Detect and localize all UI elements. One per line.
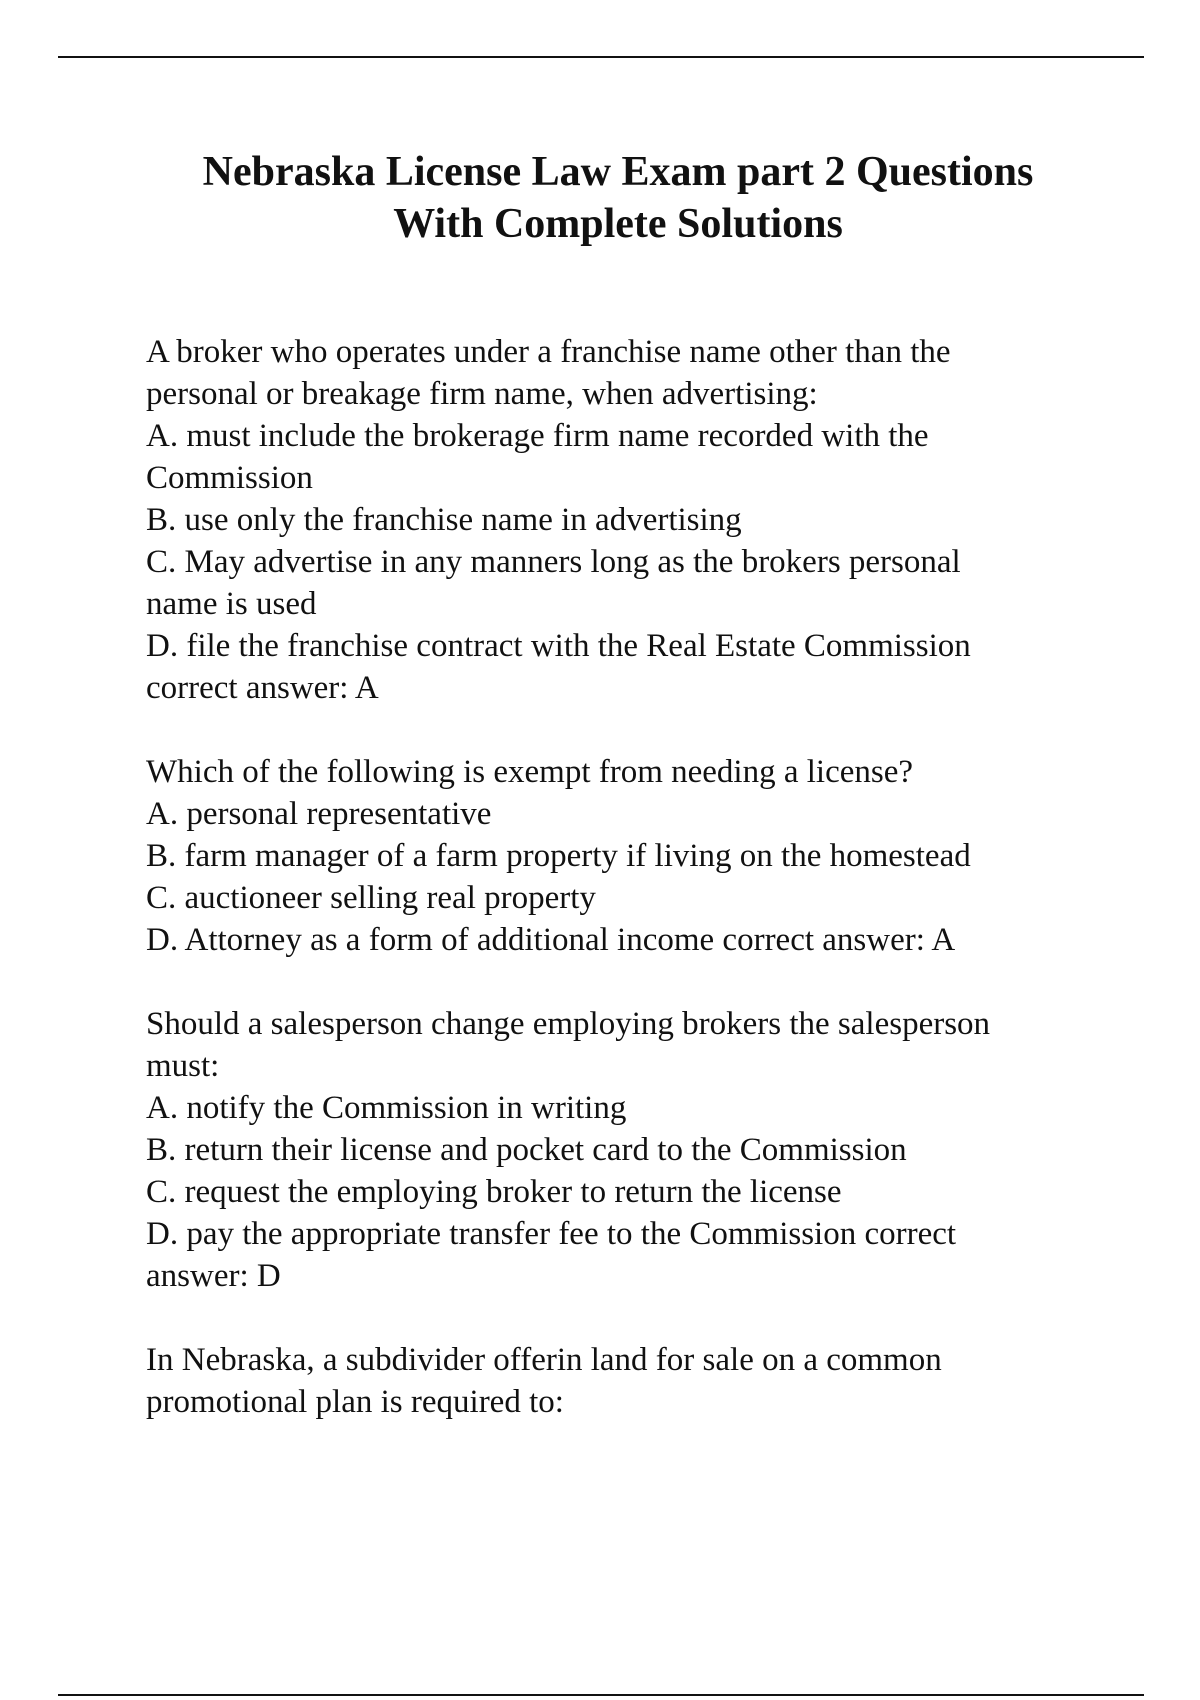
question-block — [146, 331, 1146, 709]
answer-line: correct answer: A — [146, 670, 379, 706]
title-line: Nebraska License Law Exam part 2 Questions — [202, 149, 1034, 195]
option-line: C. May advertise in any manners long as the brokers personal — [146, 544, 961, 580]
option-line: C. auctioneer selling real property — [146, 880, 596, 916]
bottom-rule — [58, 1694, 1144, 1696]
option-line: name is used — [146, 586, 317, 622]
question-line: Which of the following is exempt from needing a license? — [146, 754, 914, 790]
question-line: personal or breakage firm name, when advertising: — [146, 376, 818, 412]
option-line: B. return their license and pocket card to the Commission — [146, 1132, 907, 1168]
option-line: A. notify the Commission in writing — [146, 1090, 627, 1126]
document-title — [0, 146, 1200, 250]
question-block — [146, 1339, 1146, 1423]
question-list — [146, 331, 1146, 1423]
option-line: A. must include the brokerage firm name recorded with the — [146, 418, 929, 454]
title-line: With Complete Solutions — [393, 201, 843, 247]
answer-line: D. Attorney as a form of additional income correct answer: A — [146, 922, 956, 958]
question-block — [146, 1003, 1146, 1297]
option-line: B. farm manager of a farm property if living on the homestead — [146, 838, 971, 874]
option-line: C. request the employing broker to return the license — [146, 1174, 842, 1210]
option-line: D. pay the appropriate transfer fee to the Commission correct — [146, 1216, 957, 1252]
answer-line: answer: D — [146, 1258, 281, 1294]
question-line: promotional plan is required to: — [146, 1384, 564, 1420]
option-line: A. personal representative — [146, 796, 492, 832]
question-line: must: — [146, 1048, 220, 1084]
option-line: D. file the franchise contract with the Real Estate Commission — [146, 628, 971, 664]
top-rule — [58, 56, 1144, 58]
question-line: In Nebraska, a subdivider offerin land for sale on a common — [146, 1342, 942, 1378]
option-line: B. use only the franchise name in advertising — [146, 502, 742, 538]
question-block — [146, 751, 1146, 961]
question-line: Should a salesperson change employing brokers the salesperson — [146, 1006, 991, 1042]
question-line: A broker who operates under a franchise name other than the — [146, 334, 951, 370]
option-line: Commission — [146, 460, 313, 496]
